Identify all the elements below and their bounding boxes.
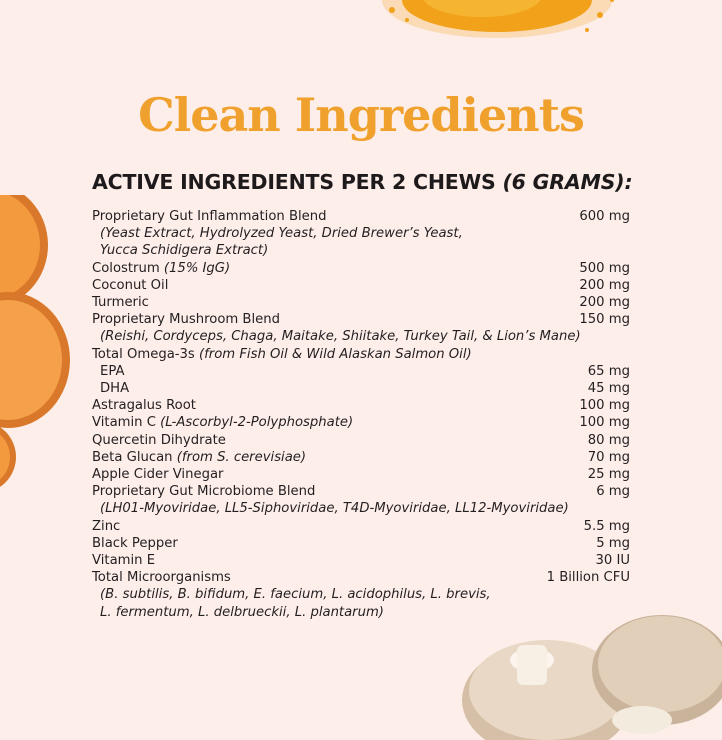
ingredient-row <box>92 397 630 414</box>
ingredient-name-text: Quercetin Dihydrate <box>92 432 226 448</box>
ingredient-row <box>92 432 630 449</box>
ingredient-name-text: DHA <box>100 381 130 397</box>
ingredient-note: (B. subtilis, B. bifidum, E. faecium, L. acidophilus, L. brevis, <box>100 587 491 603</box>
ingredient-row <box>92 363 630 380</box>
ingredient-row <box>92 483 630 500</box>
ingredient-amount: 25 mg <box>587 467 630 483</box>
ingredient-amount: 30 IU <box>595 553 630 569</box>
ingredient-note: L. fermentum, L. delbrueckii, L. plantarum) <box>100 604 384 620</box>
ingredient-name-text: Apple Cider Vinegar <box>92 467 224 483</box>
ingredient-row <box>92 208 630 225</box>
ingredient-amount: 65 mg <box>587 363 630 379</box>
ingredient-qualifier: (15% IgG) <box>163 260 231 276</box>
ingredient-name-text: Total Omega-3s <box>92 346 195 362</box>
ingredient-name-text: Black Pepper <box>92 535 178 551</box>
ingredient-name-text: Proprietary Mushroom Blend <box>92 312 280 328</box>
ingredient-name <box>92 466 223 483</box>
ingredient-name-text: Beta Glucan <box>92 449 173 465</box>
ingredient-name <box>92 397 196 414</box>
ingredient-name-text: Total Microorganisms <box>92 570 231 586</box>
ingredient-amount: 80 mg <box>587 432 630 448</box>
ingredient-list <box>92 208 630 621</box>
ingredient-name <box>92 552 155 569</box>
ingredient-name <box>92 208 327 225</box>
ingredient-name <box>92 518 120 535</box>
ingredient-row <box>92 466 630 483</box>
ingredient-note: (Reishi, Cordyceps, Chaga, Maitake, Shiitake, Turkey Tail, & Lion’s Mane) <box>100 329 581 345</box>
ingredient-row <box>92 449 630 466</box>
ingredient-name <box>92 432 226 449</box>
ingredient-note: (LH01-Myoviridae, LL5-Siphoviridae, T4D-Myoviridae, LL12-Myoviridae) <box>100 501 569 517</box>
ingredient-name-text: Proprietary Gut Microbiome Blend <box>92 484 316 500</box>
ingredient-name-text: Zinc <box>92 518 121 534</box>
ingredient-row <box>92 277 630 294</box>
ingredient-row <box>92 569 630 586</box>
ingredient-name <box>92 569 231 586</box>
ingredient-row <box>92 518 630 535</box>
ingredient-name-text: Turmeric <box>92 295 149 311</box>
ingredient-name <box>92 277 168 294</box>
ingredient-name <box>92 260 230 277</box>
ingredient-amount: 5 mg <box>596 535 630 551</box>
ingredient-row <box>92 535 630 552</box>
ingredient-name-text: Coconut Oil <box>92 277 169 293</box>
ingredient-name-text: Vitamin E <box>92 553 156 569</box>
page-title: Clean Ingredients <box>138 88 584 142</box>
ingredient-qualifier: (L-Ascorbyl-2-Polyphosphate) <box>160 415 354 431</box>
ingredient-name-text: Colostrum <box>92 260 160 276</box>
mushrooms-image <box>462 600 722 740</box>
ingredient-amount: 70 mg <box>587 449 630 465</box>
ingredient-amount: 100 mg <box>579 415 630 431</box>
ingredient-name-text: Proprietary Gut Inflammation Blend <box>92 209 327 224</box>
ingredient-row <box>92 414 630 431</box>
ingredient-amount: 600 mg <box>579 209 630 224</box>
ingredient-amount: 6 mg <box>596 484 630 500</box>
ingredient-amount: 5.5 mg <box>583 518 630 534</box>
ingredient-name-text: Vitamin C <box>92 415 156 431</box>
ingredient-row <box>92 311 630 328</box>
ingredient-name-text: EPA <box>100 363 125 379</box>
ingredient-name <box>92 311 280 328</box>
heading-qualifier: (6 GRAMS): <box>502 170 633 194</box>
ingredient-name <box>92 414 353 431</box>
ingredient-row <box>92 346 630 363</box>
ingredient-name <box>92 449 306 466</box>
ingredient-amount: 100 mg <box>579 398 630 414</box>
ingredient-qualifier: (from S. cerevisiae) <box>176 449 307 465</box>
turmeric-powder-image <box>372 0 622 50</box>
ingredient-qualifier: (from Fish Oil & Wild Alaskan Salmon Oil) <box>199 346 472 362</box>
ingredient-name <box>92 363 124 380</box>
ingredient-amount: 200 mg <box>579 295 630 311</box>
sweet-potato-slices-image <box>0 195 80 495</box>
ingredient-name <box>92 483 315 500</box>
ingredient-amount: 200 mg <box>579 277 630 293</box>
ingredient-row <box>92 260 630 277</box>
heading-main: ACTIVE INGREDIENTS PER 2 CHEWS <box>92 170 496 194</box>
ingredient-amount: 500 mg <box>579 260 630 276</box>
ingredient-row <box>92 294 630 311</box>
ingredient-note: Yucca Schidigera Extract) <box>100 243 269 259</box>
ingredient-row <box>92 380 630 397</box>
ingredient-name <box>92 346 472 363</box>
ingredient-name <box>92 535 178 552</box>
ingredient-amount: 45 mg <box>587 381 630 397</box>
ingredient-row <box>92 552 630 569</box>
ingredient-name <box>92 294 149 311</box>
ingredient-amount: 150 mg <box>579 312 630 328</box>
ingredient-note: (Yeast Extract, Hydrolyzed Yeast, Dried Brewer’s Yeast, <box>100 226 463 242</box>
ingredient-amount: 1 Billion CFU <box>546 570 630 586</box>
active-ingredients-heading <box>92 170 632 194</box>
ingredient-name <box>92 380 129 397</box>
ingredient-name-text: Astragalus Root <box>92 398 196 414</box>
